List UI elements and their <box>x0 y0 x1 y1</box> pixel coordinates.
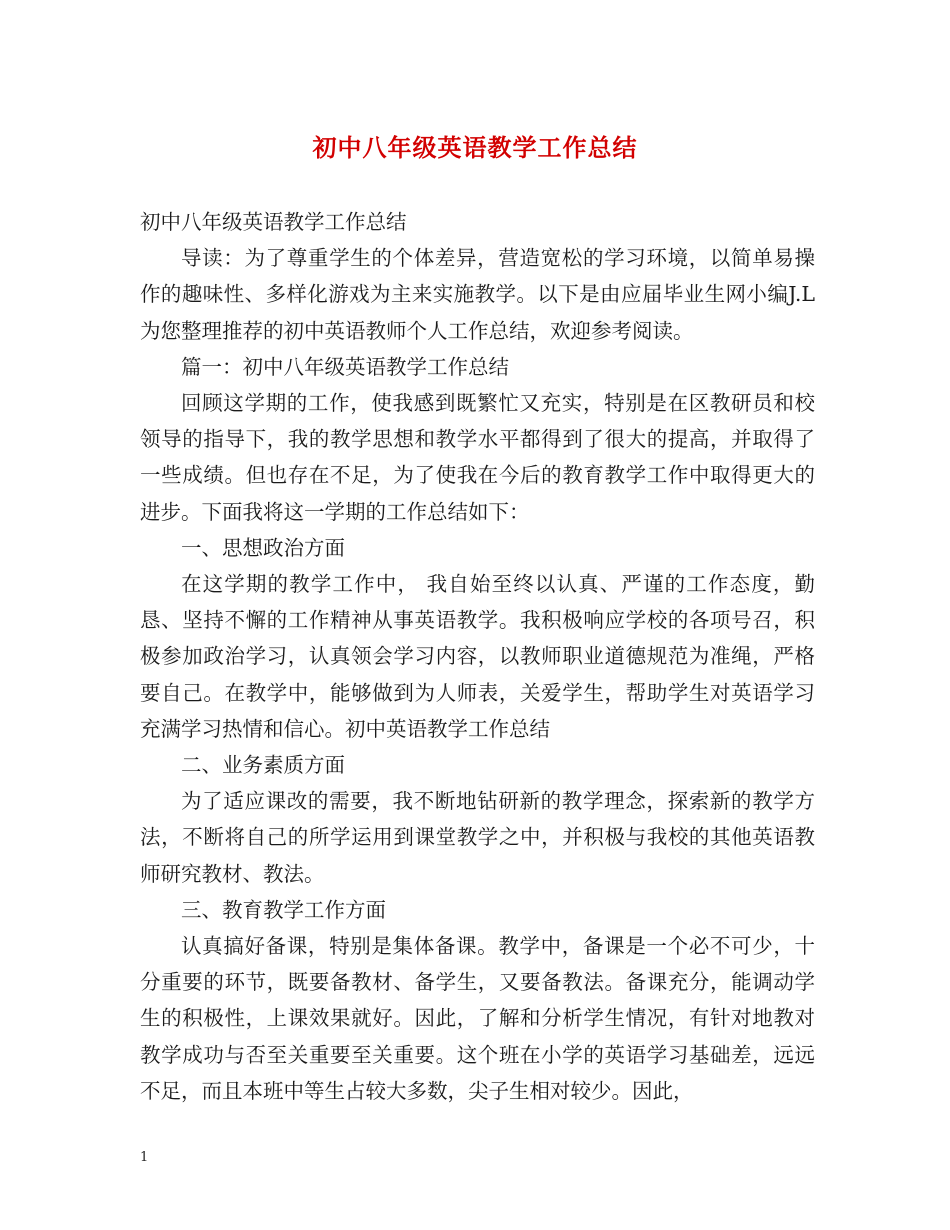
section-heading-politics: 一、思想政治方面 <box>181 535 345 560</box>
page-number: 1 <box>140 1150 149 1165</box>
paragraph-part-one-heading: 篇一：初中八年级英语教学工作总结 <box>181 354 509 379</box>
paragraph-subtitle: 初中八年级英语教学工作总结 <box>140 210 407 234</box>
section-heading-professional: 二、业务素质方面 <box>181 753 345 778</box>
paragraph-review: 回顾这学期的工作，使我感到既繁忙又充实，特别是在区教研员和校领导的指导下，我的教学思想和教学水平都得到了很大的提高，并取得了一些成绩。但也存在不足，为了使我在今后的教育教学工作中取得更大的进步。下面我将这一学期的工作总结如下： <box>140 391 815 524</box>
paragraph-professional: 为了适应课改的需要，我不断地钻研新的教学理念，探索新的教学方法，不断将自己的所学运用到课堂教学之中，并积极与我校的其他英语教师研究教材、教法。 <box>140 789 815 886</box>
paragraph-teaching: 认真搞好备课，特别是集体备课。教学中，备课是一个必不可少，十分重要的环节，既要备教材、备学生，又要备教法。备课充分，能调动学生的积极性，上课效果就好。因此，了解和分析学生情况，有针对地教对教学成功与否至关重要至关重要。这个班在小学的英语学习基础差，远远不足，而且本班中等生占较大多数，尖子生相对较少。因此， <box>140 934 815 1103</box>
section-heading-teaching: 三、教育教学工作方面 <box>181 897 386 922</box>
document-title: 初中八年级英语教学工作总结 <box>312 133 638 162</box>
document-body <box>140 204 815 1109</box>
paragraph-intro: 导读：为了尊重学生的个体差异，营造宽松的学习环境，以简单易操作的趣味性、多样化游戏为主来实施教学。以下是由应届毕业生网小编J.L为您整理推荐的初中英语教师个人工作总结，欢迎参考阅读。 <box>140 246 815 343</box>
paragraph-politics: 在这学期的教学工作中， 我自始至终以认真、严谨的工作态度，勤恳、坚持不懈的工作精神从事英语教学。我积极响应学校的各项号召，积极参加政治学习，认真领会学习内容，以教师职业道德规范为准绳，严格要自己。在教学中，能够做到为人师表，关爱学生，帮助学生对英语学习充满学习热情和信心。初中英语教学工作总结 <box>140 572 815 741</box>
